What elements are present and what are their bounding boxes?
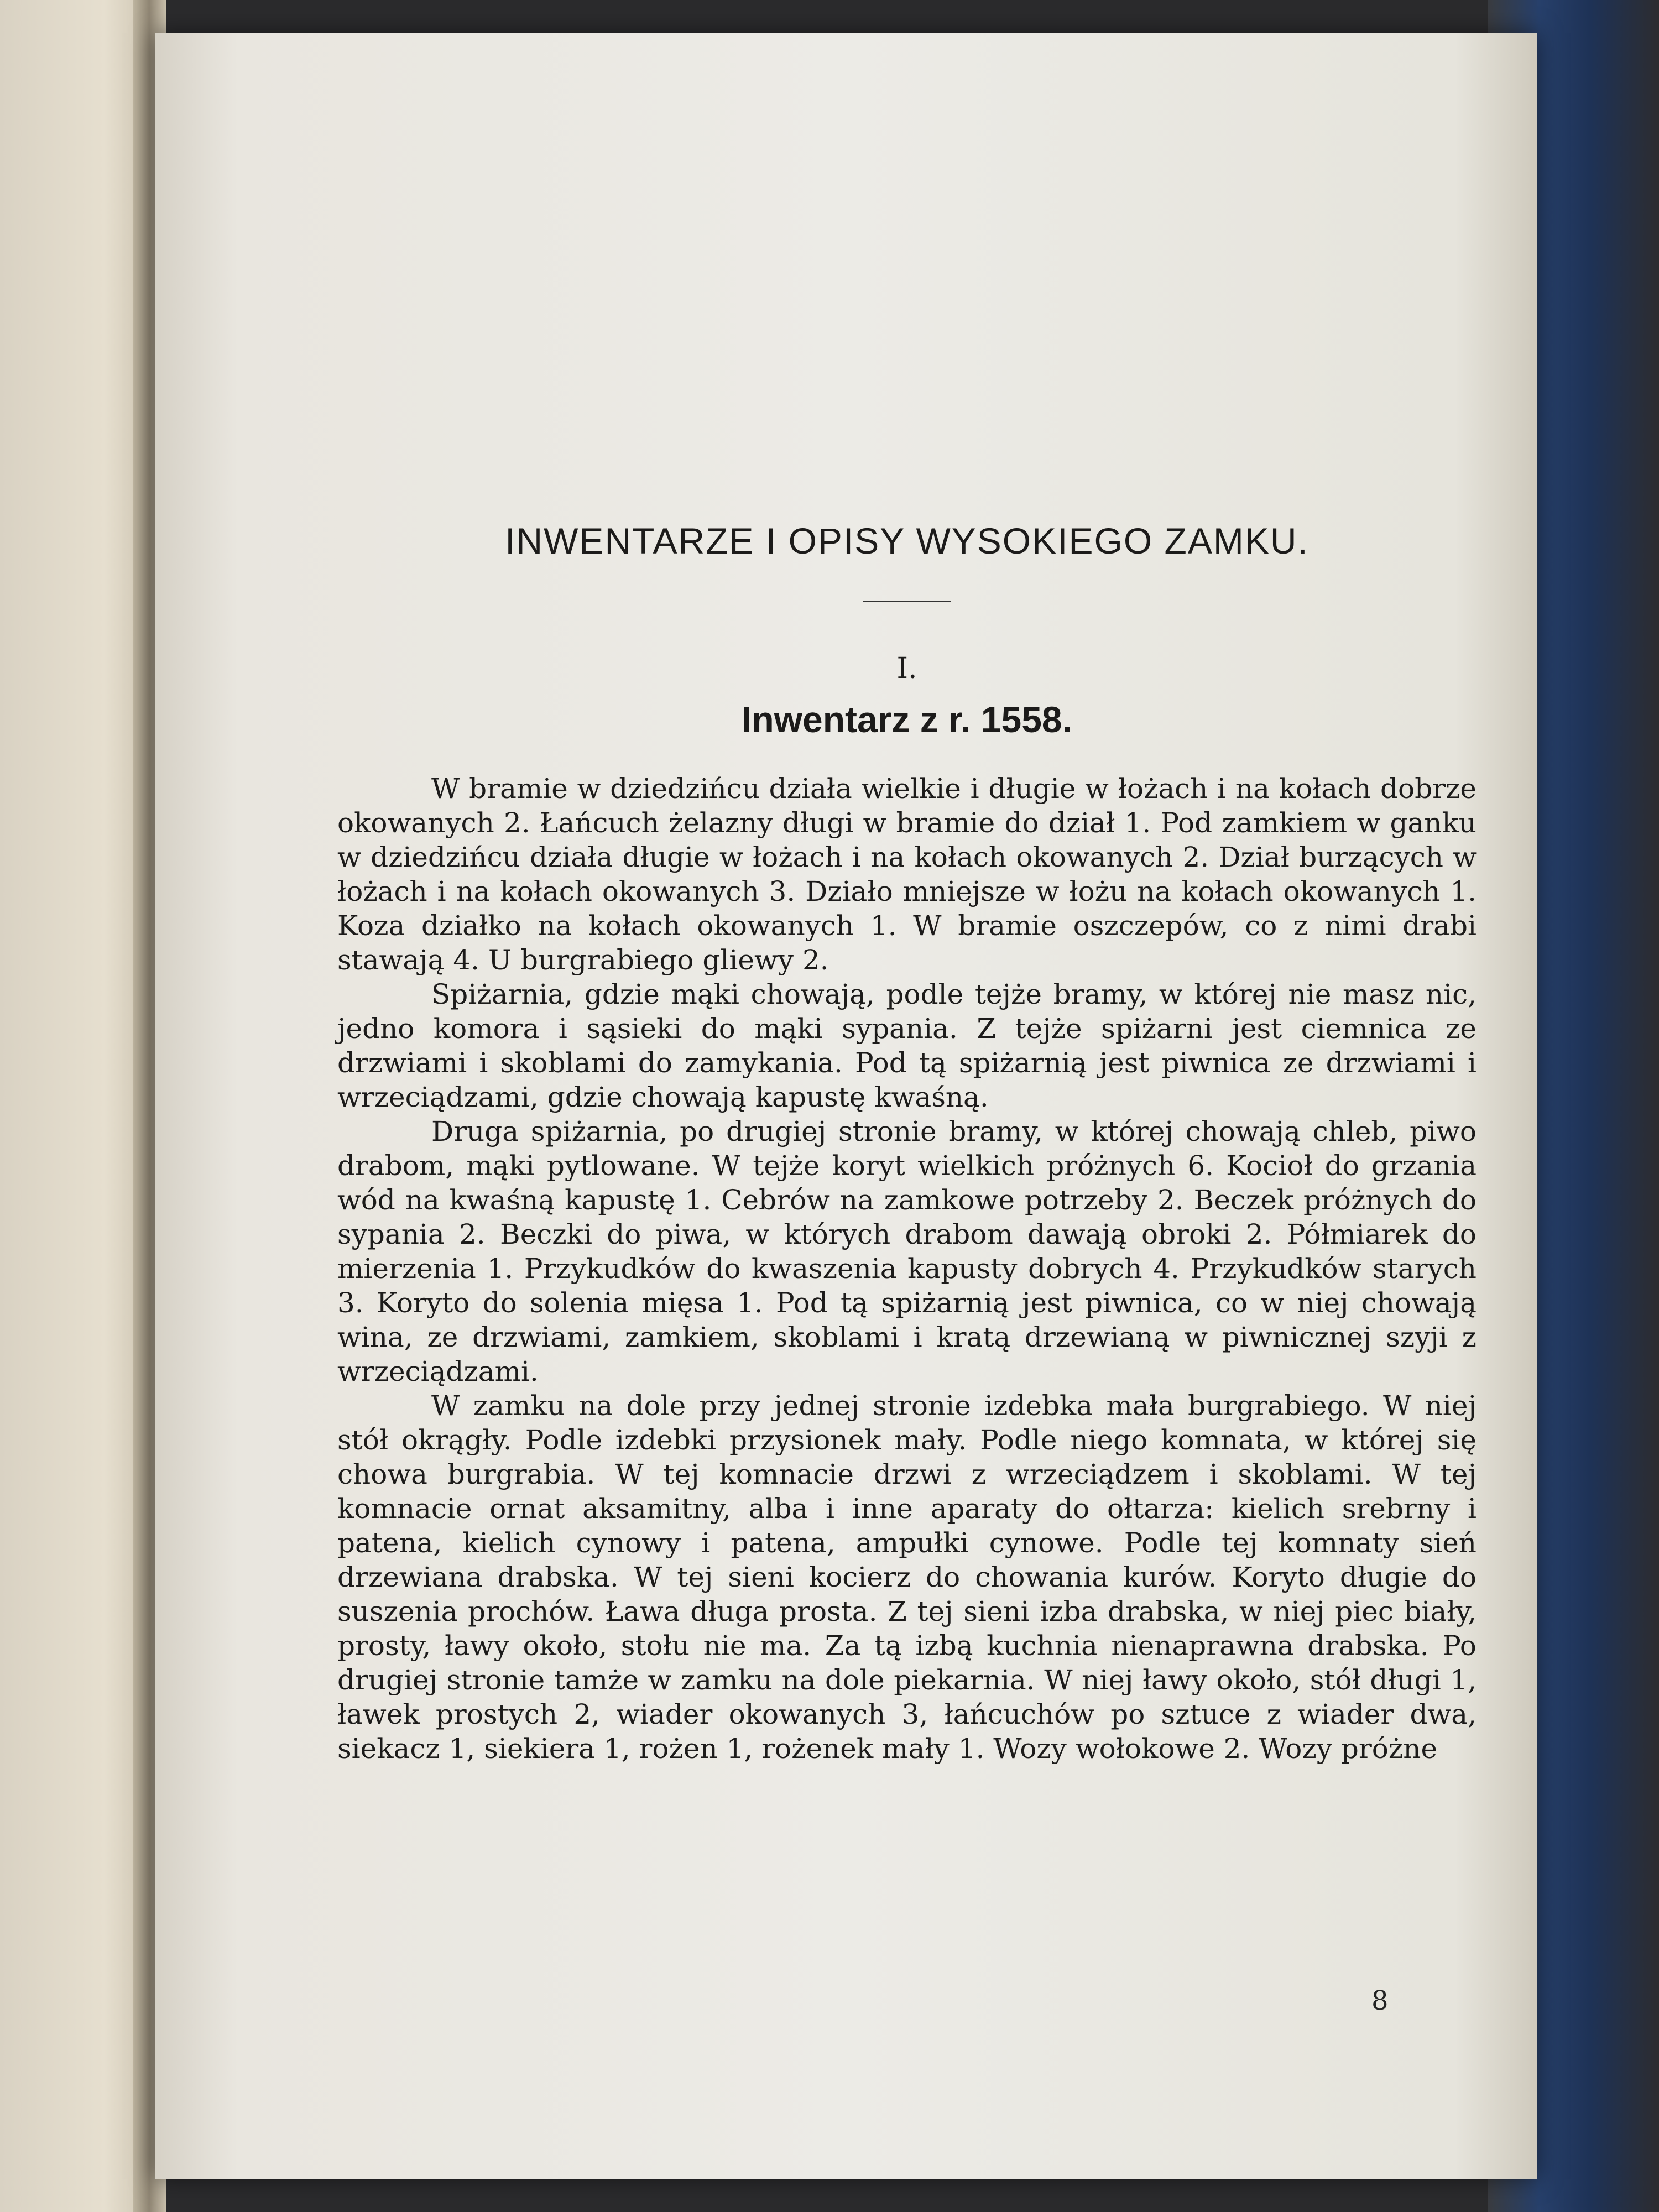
left-page — [0, 0, 149, 2212]
paragraph-4: W zamku na dole przy jednej stronie izdebka mała burgrabiego. W niej stół okrągły. Podle izdebki przysionek mały. Podle niego komnata, w której się chowa burgrabia. W tej komnacie drzwi z wrzeciądzem i skoblami. W tej komnacie ornat aksamitny, alba i inne aparaty do ołtarza: kielich srebrny i patena, kielich cynowy i patena, ampułki cynowe. Podle tej komnaty sień drzewiana drabska. W tej sieni kocierz do chowania kurów. Koryto długie do suszenia prochów. Ława długa prosta. Z tej sieni izba drabska, w niej piec biały, prosty, ławy około, stołu nie ma. Za tą izbą kuchnia nienaprawna drabska. Po drugiej stronie tamże w zamku na dole piekarnia. W niej ławy około, stół długi 1, ławek prostych 2, wiader okowanych 3, łańcuchów po sztuce z wiader dwa, siekacz 1, siekiera 1, rożen 1, rożenek mały 1. Wozy wołokowe 2. Wozy próżne — [337, 1390, 1477, 1765]
paragraph-3: Druga spiżarnia, po drugiej stronie bramy, w której chowają chleb, piwo drabom, mąki pytlowane. W tejże koryt wielkich próżnych 6. Kocioł do grzania wód na kwaśną kapustę 1. Cebrów na zamkowe potrzeby 2. Beczek próżnych do sypania 2. Beczki do piwa, w których drabom dawają obroki 2. Półmiarek do mierzenia 1. Przykudków do kwaszenia kapusty dobrych 4. Przykudków starych 3. Koryto do solenia mięsa 1. Pod tą spiżarnią jest piwnica, co w niej chowają wina, ze drzwiami, zamkiem, skoblami i kratą drzewianą w piwnicznej szyji z wrzeciądzami. — [337, 1115, 1477, 1387]
title-rule — [863, 601, 951, 602]
book-page — [155, 33, 1537, 2179]
running-title: INWENTARZE I OPISY WYSOKIEGO ZAMKU. — [505, 520, 1309, 561]
section-numeral: I. — [896, 652, 917, 685]
paragraph-2: Spiżarnia, gdzie mąki chowają, podle tejże bramy, w której nie masz nic, jedno komora i sąsieki do mąki sypania. Z tejże spiżarni jest ciemnica ze drzwiami i skoblami do zamykania. Pod tą spiżarnią jest piwnica ze drzwiami i wrzeciądzami, gdzie chowają kapustę kwaśną. — [337, 978, 1477, 1113]
section-title: Inwentarz z r. 1558. — [742, 699, 1072, 740]
page-number: 8 — [1371, 1985, 1389, 2016]
body-text — [337, 771, 1477, 1766]
page-content — [337, 520, 1477, 1766]
paragraph-1: W bramie w dziedzińcu działa wielkie i długie w łożach i na kołach dobrze okowanych 2. Łańcuch żelazny długi w bramie do dział 1. Pod zamkiem w ganku w dziedzińcu działa długie w łożach i na kołach okowanych 2. Dział burzących w łożach i na kołach okowanych 3. Działo mniejsze w łożu na kołach okowanych 1. Koza działko na kołach okowanych 1. W bramie oszczepów, co z nimi drabi stawają 4. U burgrabiego gliewy 2. — [337, 773, 1477, 976]
